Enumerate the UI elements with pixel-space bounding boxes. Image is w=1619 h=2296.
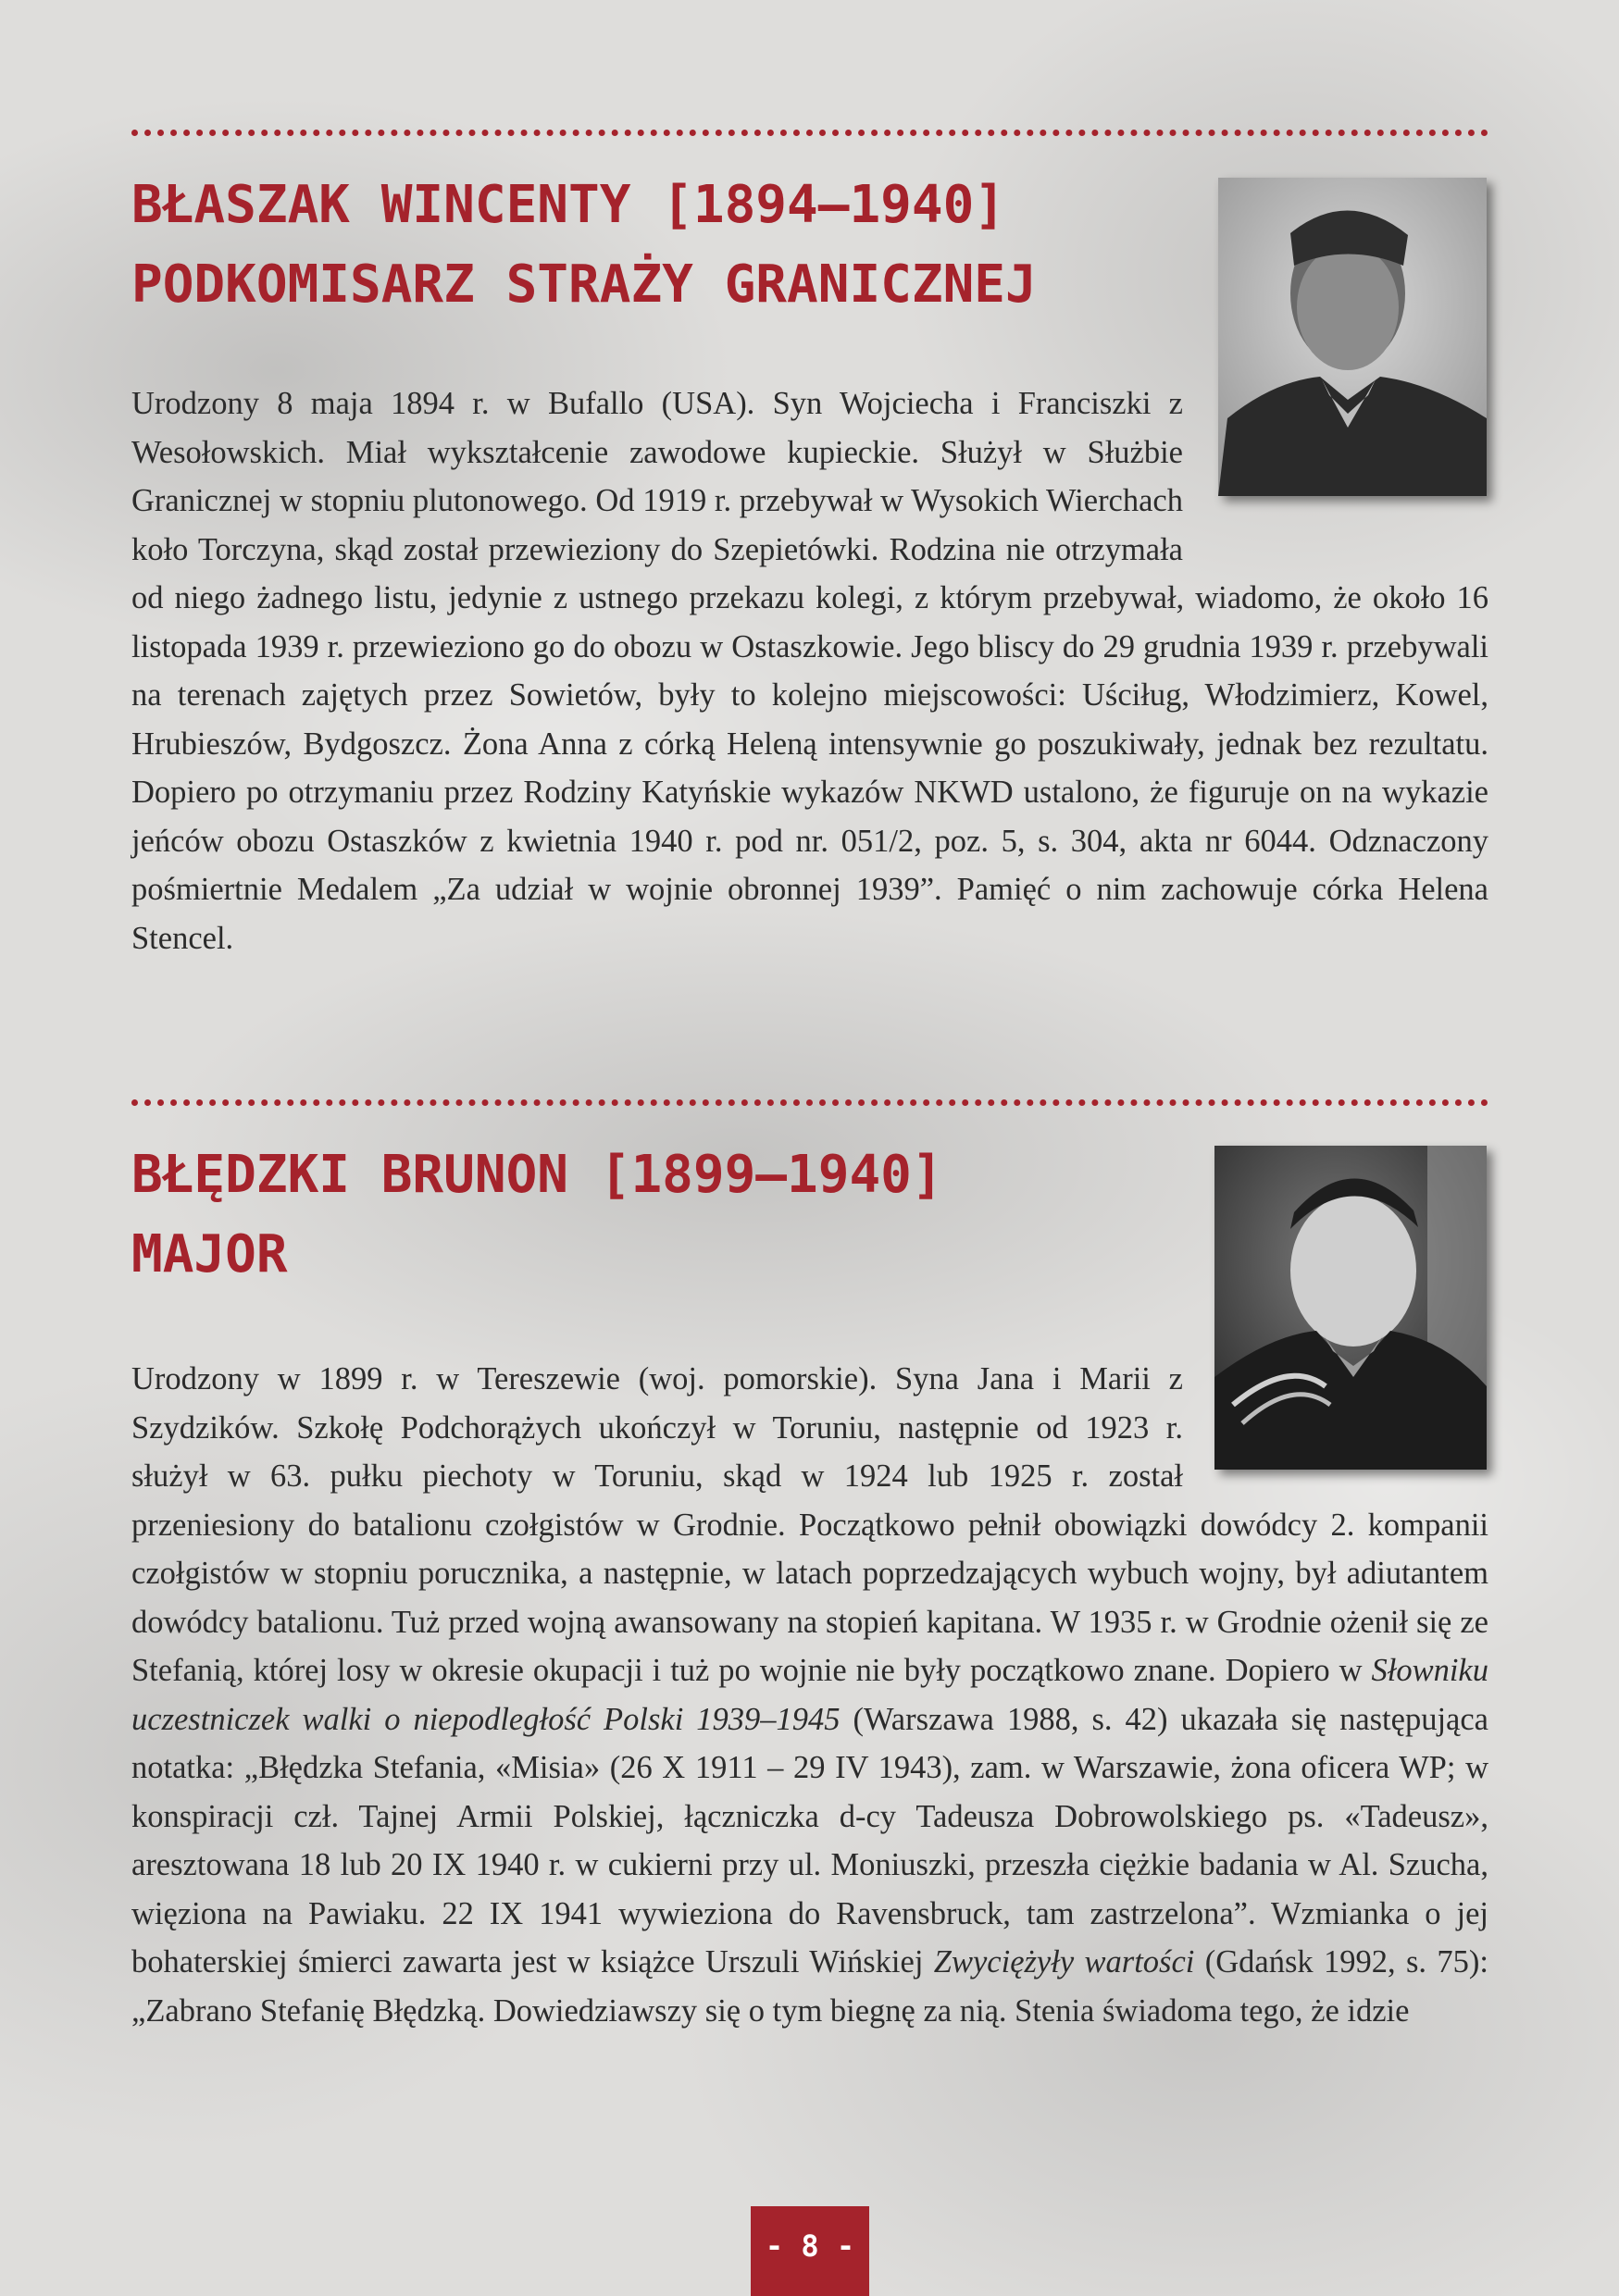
entry-text-a: Urodzony w 1899 r. w Tereszewie (woj. pomorskie). Syna Jana i Marii z Szydzików. Szkołę Podchorążych ukończył w Toruniu, następnie od 1923 r. służył w 63. pułku piechoty w Toruniu, skąd w 1924 lub 1925 r. został przeniesiony do batalionu czołgistów w Grodnie. Początkowo pełnił obowiązki dowódcy 2. kompanii czołgistów w stopniu porucznika, a następnie, w latach poprzedzających wybuch wojny, był adiutantem dowódcy batalionu. Tuż przed wojną awansowany na stopień kapitana. W 1935 r. w Grodnie ożenił się ze Stefanią, której losy w okresie okupacji i tuż po wojnie nie były początkowo znane. Dopiero w bbox=[131, 1361, 1488, 1688]
dotted-divider bbox=[131, 1099, 1488, 1106]
entry-title-line2: PODKOMISARZ STRAŻY GRANICZNEJ bbox=[131, 254, 1037, 315]
book-title-italic: Zwyciężyły wartości bbox=[933, 1944, 1195, 1980]
dotted-divider bbox=[131, 130, 1488, 136]
entry-title-line1: BŁĘDZKI BRUNON [1899–1940] bbox=[131, 1145, 943, 1205]
entry-title-line1: BŁASZAK WINCENTY [1894–1940] bbox=[131, 175, 1006, 235]
entry-paragraph bbox=[131, 379, 1488, 962]
photo-text-wrap bbox=[1183, 379, 1488, 539]
entry-text-b: (Warszawa 1988, s. 42) ukazała się następująca notatka: „Błędzka Stefania, «Misia» (26 X 1911 – 29 IV 1943), zam. w Warszawie, żona oficera WP; w konspiracji czł. Tajnej Armii Polskiej, łączniczka d-cy Tadeusza Dobrowolskiego ps. «Tadeusz», aresztowana 18 lub 20 IX 1940 r. w cukierni przy ul. Moniuszki, przeszła ciężkie badania w Al. Szucha, więziona na Pawiaku. 22 IX 1941 wywieziona do Ravensbruck, tam zastrzelona”. Wzmianka o jej bohaterskiej śmierci zawarta jest w książce Urszuli Wińskiej bbox=[131, 1701, 1488, 1980]
entry-paragraph bbox=[131, 1355, 1488, 2035]
photo-text-wrap bbox=[1183, 1355, 1488, 1496]
book-title-italic: Słowniku uczestniczek walki o niepodległość Polski 1939–1945 bbox=[131, 1653, 1488, 1737]
page-number: - 8 - bbox=[751, 2206, 869, 2296]
entry-text-c: (Gdańsk 1992, s. 75): „Zabrano Stefanię Błędzką. Dowiedziawszy się o tym biegnę za nią. Stenia świadoma tego, że idzie bbox=[131, 1944, 1488, 2029]
entry-text: Urodzony 8 maja 1894 r. w Bufallo (USA). Syn Wojciecha i Franciszki z Wesołowskich. Miał wykształcenie zawodowe kupieckie. Służył w Służbie Granicznej w stopniu plutonowego. Od 1919 r. przebywał w Wysokich Wierchach koło Torczyna, skąd został przewieziony do Szepietówki. Rodzina nie otrzymała od niego żadnego listu, jedynie z ustnego przekazu kolegi, z którym przebywał, wiadomo, że około 16 listopada 1939 r. przewieziono go do obozu w Ostaszkowie. Jego bliscy do 29 grudnia 1939 r. przebywali na terenach zajętych przez Sowietów, były to kolejno miejscowości: Uściług, Włodzimierz, Kowel, Hrubieszów, Bydgoszcz. Żona Anna z córką Heleną intensywnie go poszukiwały, jednak bez rezultatu. Dopiero po otrzymaniu przez Rodziny Katyńskie wykazów NKWD ustalono, że figuruje on na wykazie jeńców obozu Ostaszków z kwietnia 1940 r. pod nr. 051/2, poz. 5, s. 304, akta nr 6044. Odznaczony pośmiertnie Medalem „Za udział w wojnie obronnej 1939”. Pamięć o nim zachowuje córka Helena Stencel. bbox=[131, 386, 1488, 956]
entry-title-line2: MAJOR bbox=[131, 1224, 288, 1285]
